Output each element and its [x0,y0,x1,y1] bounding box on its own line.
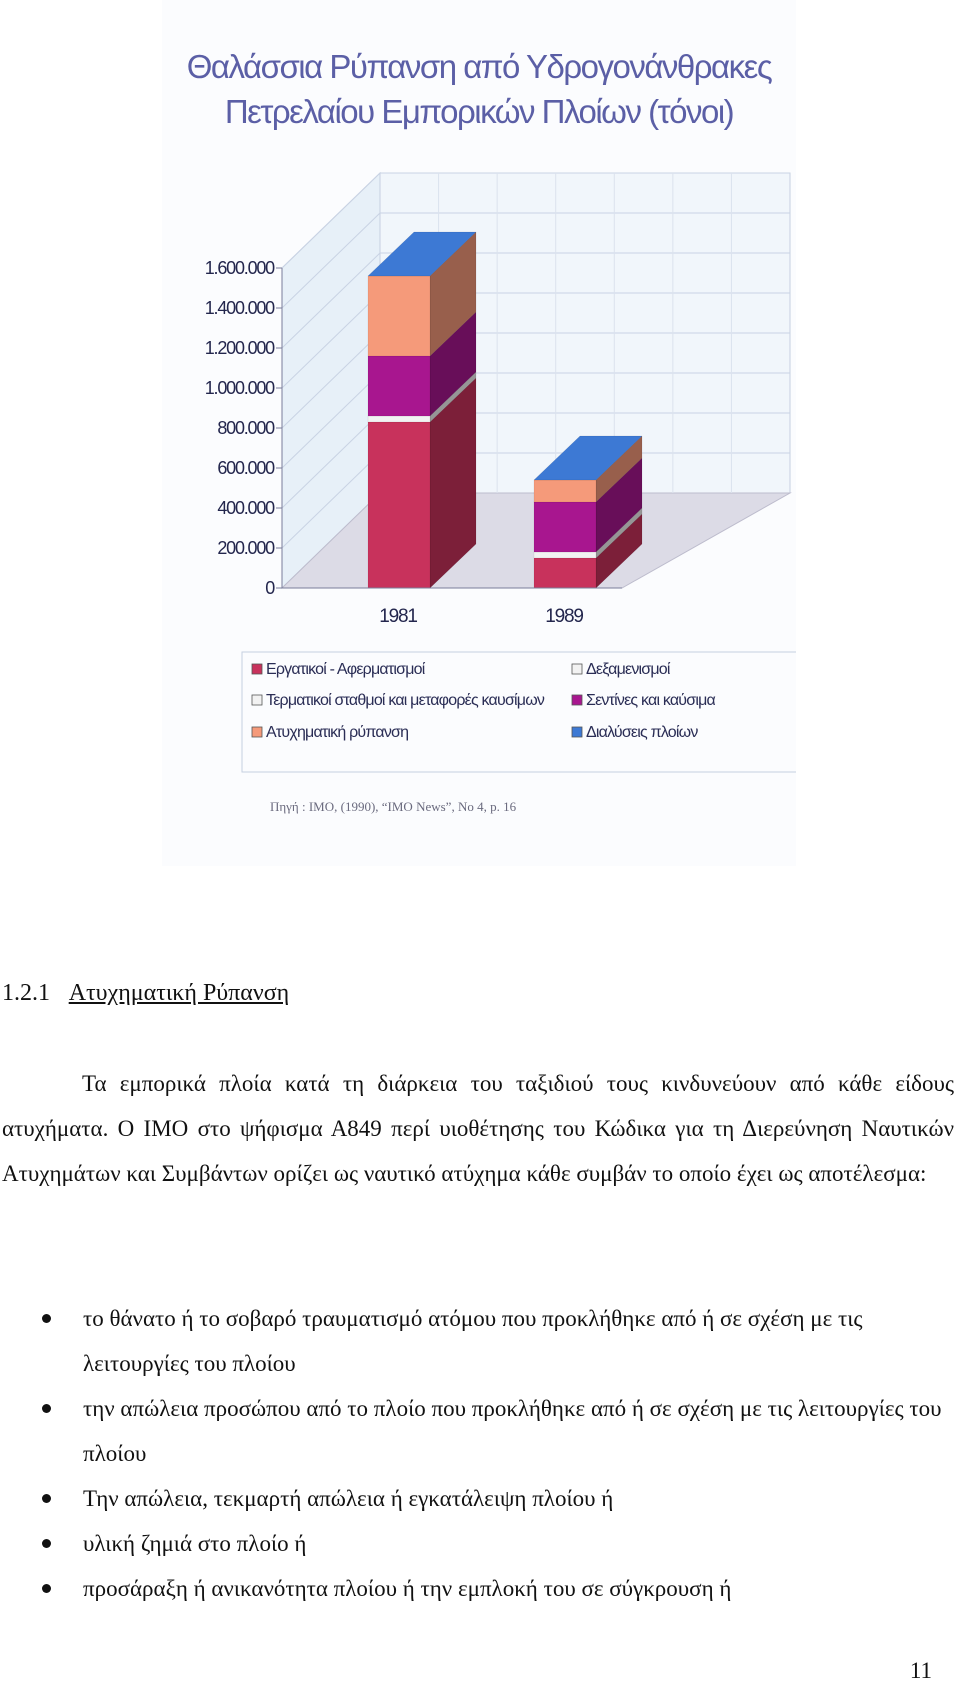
x-category-label: 1981 [379,606,417,627]
bar-segment [534,502,596,552]
legend-swatch [572,664,582,674]
chart-figure [162,0,796,866]
bar-segment [534,558,596,588]
section-number: 1.2.1 [2,980,50,1006]
y-axis-ticks [205,258,282,598]
section-title: Ατυχηματική Ρύπανση [68,980,290,1006]
y-tick-label: 1.400.000 [204,298,274,318]
bar-segment [534,480,596,502]
y-tick-label: 200.000 [217,538,274,558]
chart-title [187,48,772,130]
x-category-label: 1989 [545,606,583,627]
legend-swatch [252,664,262,674]
bar-segment [368,422,430,588]
y-tick-label: 1.600.000 [204,258,274,278]
chart-title-line: Πετρελαίου Εμπορικών Πλοίων (τόνοι) [224,93,734,130]
bar-segment [368,276,430,356]
x-axis-categories [282,588,622,627]
legend-label: Τερματικοί σταθμοί και μεταφορές καυσίμων [266,692,545,709]
legend-swatch [572,727,582,737]
stacked-bar-chart [162,0,796,866]
section-heading [2,980,289,1007]
legend-label: Διαλύσεις πλοίων [586,724,698,741]
paragraph-text: Τα εμπορικά πλοία κατά τη διάρκεια του ταξιδιού τους κινδυνεύουν από κάθε είδους ατυχήματα. Ο ΙΜΟ στο ψήφισμα Α849 περί υιοθέτησης του Κώδικα για τη Διερεύνηση Ναυτικών Ατυχημάτων και Συμβάντων ορίζει ως ναυτικό ατύχημα κάθε συμβάν το οποίο έχει ως αποτέλεσμα: [2,1071,954,1186]
bar-segment [368,356,430,416]
y-tick-label: 1.000.000 [204,378,274,398]
list-item: υλική ζημιά στο πλοίο ή [0,1521,956,1566]
bullet-list [0,1296,956,1611]
list-item: Την απώλεια, τεκμαρτή απώλεια ή εγκατάλειψη πλοίου ή [0,1476,956,1521]
list-item: το θάνατο ή το σοβαρό τραυματισμό ατόμου που προκλήθηκε από ή σε σχέση με τις λειτουργίες του πλοίου [0,1296,956,1386]
legend-label: Εργατικοί - Αφερματισμοί [266,661,425,678]
legend-swatch [252,695,262,705]
legend-label: Δεξαμενισμοί [586,661,670,678]
y-tick-label: 600.000 [217,458,274,478]
y-tick-label: 1.200.000 [204,338,274,358]
page-number: 11 [909,1658,932,1683]
y-tick-label: 800.000 [217,418,274,438]
chart-source: Πηγή : IMO, (1990), “IMO News”, No 4, p. 16 [270,799,517,814]
chart-legend [242,652,796,772]
y-tick-label: 0 [265,578,274,598]
legend-label: Ατυχηματική ρύπανση [266,724,409,741]
body-paragraph [2,1061,954,1196]
list-item: την απώλεια προσώπου από το πλοίο που προκλήθηκε από ή σε σχέση με τις λειτουργίες του πλοίου [0,1386,956,1476]
list-item: προσάραξη ή ανικανότητα πλοίου ή την εμπλοκή του σε σύγκρουση ή [0,1566,956,1611]
bar-segment [534,552,596,558]
legend-swatch [252,727,262,737]
y-tick-label: 400.000 [217,498,274,518]
legend-label: Σεντίνες και καύσιμα [586,692,715,709]
chart-title-line: Θαλάσσια Ρύπανση από Υδρογονάνθρακες [186,48,772,85]
legend-swatch [572,695,582,705]
bar-segment [368,416,430,422]
